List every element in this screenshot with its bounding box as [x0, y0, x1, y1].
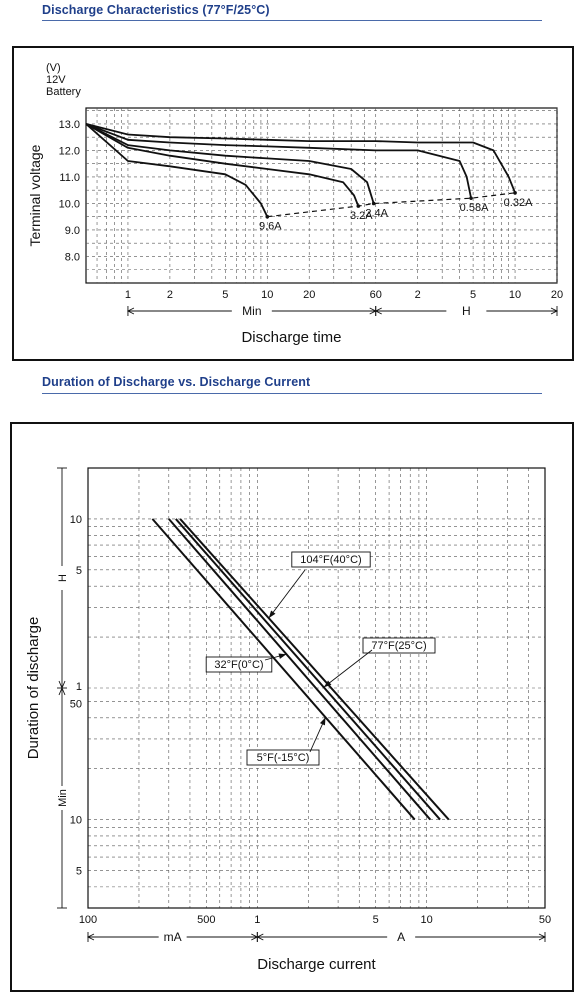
current-tick-label: 5 — [372, 914, 379, 926]
voltage-tick-label: 13.0 — [58, 118, 80, 131]
curve-label: 9.6A — [258, 220, 282, 233]
minutes-span-label: Min — [242, 304, 262, 318]
voltage-unit-label: (V) — [46, 62, 61, 74]
callout-arrowhead — [269, 610, 276, 618]
current-tick-label: 500 — [197, 914, 216, 926]
voltage-unit-label: 12V — [46, 74, 66, 86]
duration-tick-label: 50 — [69, 698, 82, 711]
duration-tick-label: 5 — [75, 564, 82, 577]
time-tick-label: 1 — [124, 289, 132, 301]
curve-label: 3.2A — [349, 210, 373, 223]
current-tick-label: 10 — [420, 914, 433, 926]
temperature-label: 32°F(0°C) — [214, 659, 264, 671]
current-tick-label: 50 — [538, 914, 552, 926]
time-tick-label: 20 — [550, 289, 564, 301]
temperature-label: 5°F(-15°C) — [256, 752, 310, 764]
duration-tick-label: 1 — [75, 681, 82, 693]
hours-span-label: H — [57, 574, 69, 582]
voltage-tick-label: 11.0 — [59, 171, 80, 184]
time-tick-label: 20 — [303, 289, 316, 301]
x-axis-title: Discharge current — [257, 956, 376, 973]
time-tick-label: 5 — [470, 289, 477, 301]
duration-tick-label: 10 — [69, 513, 82, 526]
time-tick-label: 10 — [261, 289, 274, 301]
callout-leader — [324, 650, 372, 687]
temperature-label: 77°F(25°C) — [371, 640, 427, 652]
time-tick-label: 5 — [222, 289, 229, 301]
time-tick-label: 60 — [369, 289, 382, 301]
hours-span-label: H — [462, 304, 471, 318]
temperature-line — [152, 519, 414, 820]
voltage-tick-label: 10.0 — [58, 198, 80, 211]
callout-leader — [269, 570, 305, 618]
voltage-tick-label: 12.0 — [58, 145, 80, 158]
callout-arrowhead — [320, 717, 326, 725]
voltage-unit-label: Battery — [46, 86, 81, 98]
y-axis-title: Duration of discharge — [25, 616, 42, 760]
duration-tick-label: 10 — [69, 814, 82, 827]
current-tick-label: 100 — [78, 914, 98, 926]
y-axis-title: Terminal voltage — [27, 144, 43, 247]
duration-discharge-title: Duration of Discharge vs. Discharge Current — [42, 375, 311, 389]
callout-arrowhead — [278, 654, 286, 659]
x-axis-title: Discharge time — [241, 329, 342, 346]
duration-tick-label: 5 — [75, 865, 82, 878]
curve-label: 2.4A — [365, 207, 388, 220]
discharge-characteristics-title: Discharge Characteristics (77°F/25°C) — [42, 3, 270, 17]
temperature-label: 104°F(40°C) — [300, 554, 362, 566]
amp-span-label: A — [397, 930, 406, 944]
curve-label: 0.58A — [459, 202, 489, 215]
time-tick-label: 10 — [508, 289, 522, 301]
time-tick-label: 2 — [166, 289, 173, 301]
milliamp-span-label: mA — [163, 930, 182, 944]
voltage-tick-label: 9.0 — [64, 224, 80, 237]
voltage-tick-label: 8.0 — [64, 251, 80, 264]
curve-label: 0.32A — [503, 196, 533, 209]
minutes-span-label: Min — [57, 789, 69, 807]
time-tick-label: 2 — [414, 289, 421, 301]
current-tick-label: 1 — [254, 914, 261, 926]
